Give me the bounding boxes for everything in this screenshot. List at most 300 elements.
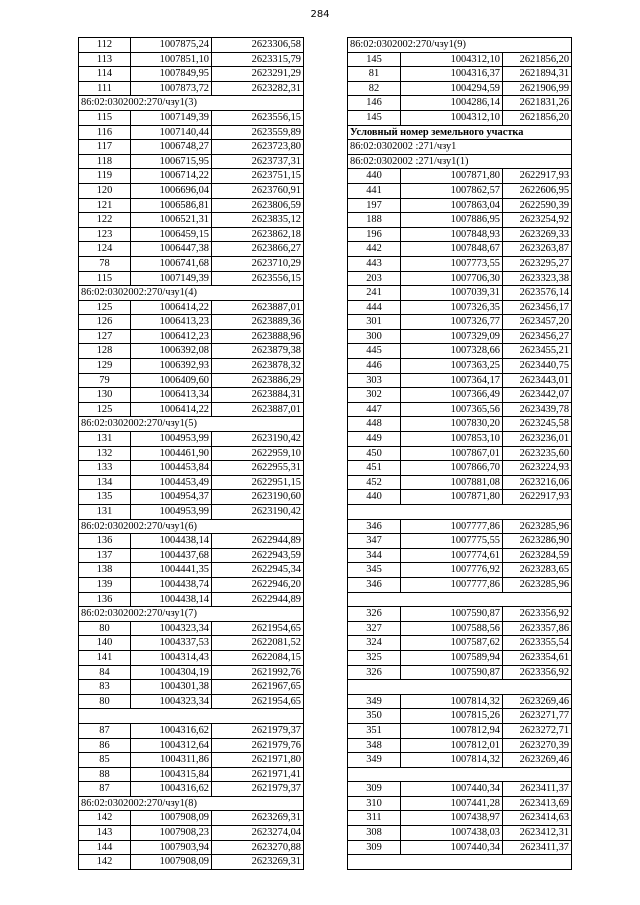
point-number-cell: 130 xyxy=(79,388,131,403)
coord-y-cell: 2623190,42 xyxy=(212,432,304,447)
table-row xyxy=(348,738,572,753)
table-row xyxy=(348,607,572,622)
coord-x-cell: 1007866,70 xyxy=(401,461,503,476)
table-row xyxy=(348,840,572,855)
coord-y-cell: 2621831,26 xyxy=(503,96,572,111)
coord-y-cell: 2623271,77 xyxy=(503,709,572,724)
table-row xyxy=(348,227,572,242)
parcel-header-row xyxy=(348,125,572,140)
point-number-cell: 196 xyxy=(348,227,401,242)
coord-y-cell: 2623269,33 xyxy=(503,227,572,242)
coord-y-cell: 2623285,96 xyxy=(503,577,572,592)
coord-y-cell: 2623285,96 xyxy=(503,519,572,534)
table-row xyxy=(79,563,304,578)
coord-x-cell: 1006459,15 xyxy=(131,227,212,242)
table-row xyxy=(79,359,304,374)
point-number-cell: 129 xyxy=(79,359,131,374)
coord-x-cell: 1004312,10 xyxy=(401,110,503,125)
coord-y-cell: 2622945,34 xyxy=(212,563,304,578)
coord-x-cell: 1007873,72 xyxy=(131,81,212,96)
parcel-header: 86:02:0302002:270/чзу1(8) xyxy=(79,796,304,811)
table-row xyxy=(348,169,572,184)
coord-y-cell: 2621894,31 xyxy=(503,67,572,82)
parcel-header: 86:02:0302002:270/чзу1(9) xyxy=(348,38,572,53)
point-number-cell: 80 xyxy=(79,621,131,636)
table-row xyxy=(348,271,572,286)
coord-y-cell: 2621979,76 xyxy=(212,738,304,753)
coord-x-cell: 1006409,60 xyxy=(131,373,212,388)
coord-x-cell: 1004286,14 xyxy=(401,96,503,111)
coord-y-cell: 2623887,01 xyxy=(212,402,304,417)
point-number-cell: 131 xyxy=(79,505,131,520)
table-row xyxy=(79,490,304,505)
coord-y-cell: 2622084,15 xyxy=(212,650,304,665)
coord-y-cell: 2623835,12 xyxy=(212,213,304,228)
point-number-cell: 121 xyxy=(79,198,131,213)
coord-x-cell: 1007774,61 xyxy=(401,548,503,563)
table-row xyxy=(348,826,572,841)
coord-y-cell: 2623295,27 xyxy=(503,256,572,271)
table-row xyxy=(79,432,304,447)
point-number-cell: 131 xyxy=(79,432,131,447)
point-number-cell: 115 xyxy=(79,110,131,125)
table-row xyxy=(348,577,572,592)
coord-y-cell: 2623190,42 xyxy=(212,505,304,520)
coord-x-cell: 1004323,34 xyxy=(131,694,212,709)
table-row xyxy=(79,811,304,826)
coord-x-cell: 1007588,56 xyxy=(401,621,503,636)
point-number-cell: 141 xyxy=(79,650,131,665)
table-row xyxy=(348,446,572,461)
point-number-cell: 309 xyxy=(348,782,401,797)
parcel-header: 86:02:0302002 :271/чзу1 xyxy=(348,140,572,155)
coord-y-cell: 2623245,58 xyxy=(503,417,572,432)
coord-y-cell: 2623274,04 xyxy=(212,826,304,841)
table-row xyxy=(348,534,572,549)
coord-x-cell: 1007326,77 xyxy=(401,315,503,330)
coord-y-cell: 2623323,38 xyxy=(503,271,572,286)
coord-y-cell: 2623723,80 xyxy=(212,140,304,155)
point-number-cell: 347 xyxy=(348,534,401,549)
coord-x-cell: 1006521,31 xyxy=(131,213,212,228)
coord-x-cell: 1007777,86 xyxy=(401,519,503,534)
coord-y-cell: 2623455,21 xyxy=(503,344,572,359)
table-row xyxy=(79,577,304,592)
coord-y-cell: 2623760,91 xyxy=(212,183,304,198)
table-row xyxy=(348,723,572,738)
point-number-cell: 300 xyxy=(348,329,401,344)
coord-x-cell: 1004315,84 xyxy=(131,767,212,782)
coord-y-cell: 2622590,39 xyxy=(503,198,572,213)
table-row xyxy=(348,490,572,505)
coord-x-cell: 1004953,99 xyxy=(131,432,212,447)
coord-x-cell: 1006392,93 xyxy=(131,359,212,374)
table-row xyxy=(348,665,572,680)
table-row xyxy=(348,286,572,301)
point-number-cell: 86 xyxy=(79,738,131,753)
table-row xyxy=(79,636,304,651)
coord-x-cell: 1007149,39 xyxy=(131,110,212,125)
point-number-cell: 324 xyxy=(348,636,401,651)
point-number-cell: 308 xyxy=(348,826,401,841)
coord-y-cell: 2623559,89 xyxy=(212,125,304,140)
point-number-cell: 124 xyxy=(79,242,131,257)
coord-y-cell: 2623270,39 xyxy=(503,738,572,753)
table-row xyxy=(79,388,304,403)
point-number-cell: 144 xyxy=(79,840,131,855)
coord-x-cell: 1006413,23 xyxy=(131,315,212,330)
coord-y-cell: 2623866,27 xyxy=(212,242,304,257)
table-row xyxy=(348,475,572,490)
coord-x-cell: 1006447,38 xyxy=(131,242,212,257)
coord-y-cell: 2623269,31 xyxy=(212,855,304,870)
point-number-cell: 125 xyxy=(79,300,131,315)
coord-y-cell: 2622081,52 xyxy=(212,636,304,651)
table-row xyxy=(79,446,304,461)
coord-y-cell: 2623413,69 xyxy=(503,796,572,811)
coord-y-cell: 2623411,37 xyxy=(503,840,572,855)
point-number-cell: 136 xyxy=(79,534,131,549)
coord-y-cell: 2621856,20 xyxy=(503,110,572,125)
point-number-cell: 301 xyxy=(348,315,401,330)
coord-x-cell: 1007365,56 xyxy=(401,402,503,417)
coord-x-cell: 1004453,84 xyxy=(131,461,212,476)
point-number-cell: 81 xyxy=(348,67,401,82)
point-number-cell: 78 xyxy=(79,256,131,271)
table-row xyxy=(348,183,572,198)
coord-x-cell: 1007862,57 xyxy=(401,183,503,198)
coord-x-cell: 1004438,74 xyxy=(131,577,212,592)
coord-y-cell: 2623291,29 xyxy=(212,67,304,82)
table-row xyxy=(79,169,304,184)
point-number-cell: 311 xyxy=(348,811,401,826)
point-number-cell: 135 xyxy=(79,490,131,505)
coord-x-cell: 1006715,95 xyxy=(131,154,212,169)
point-number-cell: 115 xyxy=(79,271,131,286)
table-row xyxy=(348,344,572,359)
parcel-header: 86:02:0302002:270/чзу1(3) xyxy=(79,96,304,111)
coord-x-cell: 1006714,22 xyxy=(131,169,212,184)
table-row xyxy=(348,388,572,403)
point-number-cell: 310 xyxy=(348,796,401,811)
point-number-cell: 450 xyxy=(348,446,401,461)
coord-x-cell: 1007364,17 xyxy=(401,373,503,388)
point-number-cell: 302 xyxy=(348,388,401,403)
table-row xyxy=(348,52,572,67)
point-number-cell: 142 xyxy=(79,811,131,826)
table-row xyxy=(79,767,304,782)
coord-y-cell: 2623286,90 xyxy=(503,534,572,549)
table-row xyxy=(348,796,572,811)
coord-y-cell: 2623710,29 xyxy=(212,256,304,271)
blank-cell xyxy=(348,505,572,520)
blank-cell xyxy=(348,855,572,870)
blank-row xyxy=(348,505,572,520)
table-row xyxy=(348,417,572,432)
point-number-cell: 116 xyxy=(79,125,131,140)
coord-y-cell: 2623269,46 xyxy=(503,694,572,709)
table-row xyxy=(348,402,572,417)
coord-y-cell: 2623440,75 xyxy=(503,359,572,374)
point-number-cell: 127 xyxy=(79,329,131,344)
table-row xyxy=(348,213,572,228)
coord-x-cell: 1004312,64 xyxy=(131,738,212,753)
coord-x-cell: 1007440,34 xyxy=(401,840,503,855)
coord-y-cell: 2623556,15 xyxy=(212,110,304,125)
coord-x-cell: 1006696,04 xyxy=(131,183,212,198)
table-row xyxy=(79,300,304,315)
point-number-cell: 309 xyxy=(348,840,401,855)
parcel-header-row xyxy=(79,519,304,534)
coord-x-cell: 1004316,62 xyxy=(131,723,212,738)
point-number-cell: 345 xyxy=(348,563,401,578)
point-number-cell: 87 xyxy=(79,782,131,797)
coord-y-cell: 2623356,92 xyxy=(503,607,572,622)
point-number-cell: 443 xyxy=(348,256,401,271)
coord-x-cell: 1007777,86 xyxy=(401,577,503,592)
table-row xyxy=(79,592,304,607)
coord-x-cell: 1007908,23 xyxy=(131,826,212,841)
blank-row xyxy=(348,767,572,782)
point-number-cell: 441 xyxy=(348,183,401,198)
coord-y-cell: 2622944,89 xyxy=(212,592,304,607)
coord-x-cell: 1004953,99 xyxy=(131,505,212,520)
parcel-header-row xyxy=(348,140,572,155)
coord-x-cell: 1007814,32 xyxy=(401,694,503,709)
table-row xyxy=(79,67,304,82)
table-row xyxy=(348,636,572,651)
coord-x-cell: 1007587,62 xyxy=(401,636,503,651)
point-number-cell: 140 xyxy=(79,636,131,651)
table-row xyxy=(348,110,572,125)
table-row xyxy=(79,81,304,96)
coord-y-cell: 2623315,79 xyxy=(212,52,304,67)
blank-row xyxy=(348,855,572,870)
point-number-cell: 241 xyxy=(348,286,401,301)
coord-y-cell: 2623443,01 xyxy=(503,373,572,388)
point-number-cell: 118 xyxy=(79,154,131,169)
coord-x-cell: 1007775,55 xyxy=(401,534,503,549)
table-row xyxy=(79,373,304,388)
parcel-header-row xyxy=(79,96,304,111)
coord-x-cell: 1007706,30 xyxy=(401,271,503,286)
coord-x-cell: 1007867,01 xyxy=(401,446,503,461)
table-row xyxy=(79,402,304,417)
coord-x-cell: 1004438,14 xyxy=(131,534,212,549)
point-number-cell: 123 xyxy=(79,227,131,242)
point-number-cell: 325 xyxy=(348,650,401,665)
coord-y-cell: 2623254,92 xyxy=(503,213,572,228)
coord-x-cell: 1007851,10 xyxy=(131,52,212,67)
point-number-cell: 79 xyxy=(79,373,131,388)
point-number-cell: 112 xyxy=(79,38,131,53)
coord-y-cell: 2623556,15 xyxy=(212,271,304,286)
point-number-cell: 145 xyxy=(348,52,401,67)
coordinates-table-right xyxy=(347,37,571,870)
coord-x-cell: 1007438,03 xyxy=(401,826,503,841)
point-number-cell: 326 xyxy=(348,665,401,680)
coord-x-cell: 1007440,34 xyxy=(401,782,503,797)
coord-x-cell: 1007441,28 xyxy=(401,796,503,811)
parcel-header: 86:02:0302002:270/чзу1(6) xyxy=(79,519,304,534)
page-number: 284 xyxy=(310,9,330,20)
coord-y-cell: 2622959,10 xyxy=(212,446,304,461)
coord-y-cell: 2623306,58 xyxy=(212,38,304,53)
point-number-cell: 113 xyxy=(79,52,131,67)
table-row xyxy=(79,753,304,768)
point-number-cell: 448 xyxy=(348,417,401,432)
table-row xyxy=(348,300,572,315)
coord-x-cell: 1007590,87 xyxy=(401,665,503,680)
point-number-cell: 133 xyxy=(79,461,131,476)
coord-y-cell: 2623356,92 xyxy=(503,665,572,680)
table-row xyxy=(79,782,304,797)
coord-y-cell: 2623190,60 xyxy=(212,490,304,505)
coord-y-cell: 2623751,15 xyxy=(212,169,304,184)
table-row xyxy=(79,315,304,330)
coord-x-cell: 1007773,55 xyxy=(401,256,503,271)
coord-x-cell: 1007881,08 xyxy=(401,475,503,490)
coord-y-cell: 2621992,76 xyxy=(212,665,304,680)
point-number-cell: 146 xyxy=(348,96,401,111)
table-row xyxy=(348,811,572,826)
point-number-cell: 197 xyxy=(348,198,401,213)
point-number-cell: 128 xyxy=(79,344,131,359)
point-number-cell: 442 xyxy=(348,242,401,257)
point-number-cell: 117 xyxy=(79,140,131,155)
table-row xyxy=(79,665,304,680)
coord-y-cell: 2623862,18 xyxy=(212,227,304,242)
coord-y-cell: 2623806,59 xyxy=(212,198,304,213)
table-row xyxy=(79,738,304,753)
coord-x-cell: 1004337,53 xyxy=(131,636,212,651)
coord-x-cell: 1004323,34 xyxy=(131,621,212,636)
table-row xyxy=(79,227,304,242)
point-number-cell: 349 xyxy=(348,694,401,709)
point-number-cell: 134 xyxy=(79,475,131,490)
coord-y-cell: 2623269,46 xyxy=(503,753,572,768)
coord-y-cell: 2621906,99 xyxy=(503,81,572,96)
table-row xyxy=(348,359,572,374)
point-number-cell: 346 xyxy=(348,519,401,534)
parcel-header: Условный номер земельного участка xyxy=(348,125,572,140)
parcel-header: 86:02:0302002 :271/чзу1(1) xyxy=(348,154,572,169)
coord-y-cell: 2623456,27 xyxy=(503,329,572,344)
point-number-cell: 344 xyxy=(348,548,401,563)
point-number-cell: 145 xyxy=(348,110,401,125)
point-number-cell: 349 xyxy=(348,753,401,768)
coord-y-cell: 2623887,01 xyxy=(212,300,304,315)
coord-y-cell: 2621979,37 xyxy=(212,782,304,797)
coord-y-cell: 2622917,93 xyxy=(503,490,572,505)
coord-y-cell: 2623878,32 xyxy=(212,359,304,374)
coord-x-cell: 1007849,95 xyxy=(131,67,212,82)
table-row xyxy=(348,373,572,388)
point-number-cell: 351 xyxy=(348,723,401,738)
table-row xyxy=(79,840,304,855)
point-number-cell: 446 xyxy=(348,359,401,374)
point-number-cell: 203 xyxy=(348,271,401,286)
coord-x-cell: 1007438,97 xyxy=(401,811,503,826)
coord-y-cell: 2622606,95 xyxy=(503,183,572,198)
parcel-header-row xyxy=(79,607,304,622)
parcel-header-row xyxy=(79,417,304,432)
coord-x-cell: 1004312,10 xyxy=(401,52,503,67)
point-number-cell: 348 xyxy=(348,738,401,753)
table-row xyxy=(79,329,304,344)
point-number-cell: 139 xyxy=(79,577,131,592)
coord-x-cell: 1006392,08 xyxy=(131,344,212,359)
point-number-cell: 122 xyxy=(79,213,131,228)
point-number-cell: 80 xyxy=(79,694,131,709)
table-row xyxy=(79,723,304,738)
table-row xyxy=(79,621,304,636)
parcel-header-row xyxy=(79,796,304,811)
coord-x-cell: 1004314,43 xyxy=(131,650,212,665)
table-row xyxy=(348,315,572,330)
coord-y-cell: 2623216,06 xyxy=(503,475,572,490)
coord-x-cell: 1007149,39 xyxy=(131,271,212,286)
coord-x-cell: 1004316,62 xyxy=(131,782,212,797)
coord-x-cell: 1006586,81 xyxy=(131,198,212,213)
coord-x-cell: 1007903,94 xyxy=(131,840,212,855)
point-number-cell: 440 xyxy=(348,169,401,184)
table-row xyxy=(79,198,304,213)
point-number-cell: 114 xyxy=(79,67,131,82)
table-row xyxy=(348,256,572,271)
blank-cell xyxy=(348,680,572,695)
coord-y-cell: 2623269,31 xyxy=(212,811,304,826)
point-number-cell: 136 xyxy=(79,592,131,607)
coord-y-cell: 2621954,65 xyxy=(212,694,304,709)
coord-y-cell: 2622955,31 xyxy=(212,461,304,476)
point-number-cell: 138 xyxy=(79,563,131,578)
coord-x-cell: 1007848,93 xyxy=(401,227,503,242)
blank-row xyxy=(79,709,304,724)
coord-x-cell: 1007326,35 xyxy=(401,300,503,315)
coord-y-cell: 2623888,96 xyxy=(212,329,304,344)
blank-row xyxy=(348,680,572,695)
coord-x-cell: 1007814,32 xyxy=(401,753,503,768)
point-number-cell: 449 xyxy=(348,432,401,447)
point-number-cell: 143 xyxy=(79,826,131,841)
coord-x-cell: 1007812,01 xyxy=(401,738,503,753)
coord-x-cell: 1004316,37 xyxy=(401,67,503,82)
point-number-cell: 87 xyxy=(79,723,131,738)
blank-cell xyxy=(348,767,572,782)
point-number-cell: 444 xyxy=(348,300,401,315)
coord-x-cell: 1007815,26 xyxy=(401,709,503,724)
point-number-cell: 188 xyxy=(348,213,401,228)
table-row xyxy=(79,505,304,520)
point-number-cell: 350 xyxy=(348,709,401,724)
coord-y-cell: 2623886,29 xyxy=(212,373,304,388)
coord-x-cell: 1006741,68 xyxy=(131,256,212,271)
point-number-cell: 120 xyxy=(79,183,131,198)
table-row xyxy=(348,96,572,111)
coord-x-cell: 1004461,90 xyxy=(131,446,212,461)
coord-x-cell: 1006412,23 xyxy=(131,329,212,344)
table-row xyxy=(79,271,304,286)
blank-row xyxy=(348,592,572,607)
table-row xyxy=(348,329,572,344)
table-row xyxy=(79,475,304,490)
coordinates-table-left xyxy=(78,37,303,870)
point-number-cell: 84 xyxy=(79,665,131,680)
table-row xyxy=(348,753,572,768)
point-number-cell: 137 xyxy=(79,548,131,563)
coord-x-cell: 1007590,87 xyxy=(401,607,503,622)
